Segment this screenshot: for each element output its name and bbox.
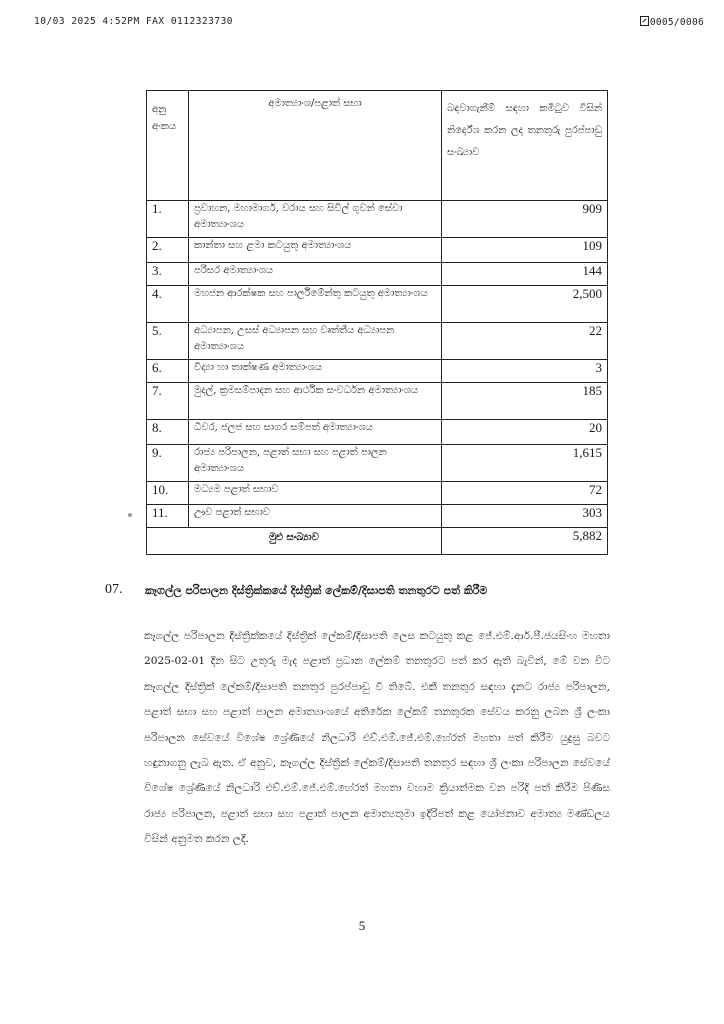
- table-row: [147, 482, 608, 505]
- scan-speck: [128, 513, 132, 517]
- section-body: කෑගල්ල පරිපාලන දිස්ත්‍රික්කයේ දිස්ත්‍රික් ලේකම්/දිසාපති ලෙස කටයුතු කළ ජේ.එම්.ආර්.පී.ජයසිංහ මහතා 2025-02-01 දින සිට උතුරු මැද පළාත් ප්‍රධාන ලේකම් තනතුරට පත් කර ඇති බැවින්, මේ වන විට කෑගල්ල දිස්ත්‍රික් ලේකම්/දිසාපති තනතුර පුරප්පාඩු වී තිබේ. එකී තනතුර සඳහා දැනට රාජ්‍ය පරිපාලන, පළාත් සභා සහ පළාත් පාලන අමාත්‍යාංශයේ අතිරේක ලේකම් තනතුරක සේවය කරනු ලබන ශ්‍රී ලංකා පරිපාලන සේවයේ විශේෂ ශ්‍රේණියේ නිලධාරි එච්.එම්.ජේ.එම්.හේරත් මහතා පත් කිරීම යුදුසු බවට හඳුනාගනු ලැබ ඇත. ඒ අනුව, කෑගල්ල දිස්ත්‍රික් ලේකම්/දිසාපති තනතුර සඳහා ශ්‍රී ලංකා පරිපාලන සේවයේ විශේෂ ශ්‍රේණියේ නිලධාරි එච්.එම්.ජේ.එම්.හේරත් මහතා වහාම ක්‍රියාත්මක වන පරිදි පත් කිරීම පිණිස රාජ්‍ය පරිපාලන, පළාත් සභා සහ පළාත් පාලන අමාත්‍යතුමා ඉදිරිපත් කළ යෝජනාව අමාත්‍ය මණ්ඩලය විසින් අනුමත කරන ලදී.: [144, 630, 610, 846]
- table-row: [147, 286, 608, 323]
- row-ministry: ප්‍රවාහන, මහාමාර්ග, වරාය සහ සිවිල් ගුවන් සේවා අමාත්‍යාංශය: [189, 201, 442, 238]
- row-ministry: පරිසර අමාත්‍යාංශය: [189, 263, 442, 286]
- row-ministry: මධ්‍යම පළාත් සභාව: [189, 482, 442, 505]
- row-count: 2,500: [442, 286, 608, 323]
- row-count: 22: [442, 323, 608, 360]
- row-number: 5.: [147, 323, 189, 360]
- section-number: 07.: [105, 582, 123, 597]
- row-number: 11.: [147, 505, 189, 528]
- table-row: [147, 505, 608, 528]
- row-number: 7.: [147, 383, 189, 420]
- row-ministry: කාන්තා සහ ළමා කටයුතු අමාත්‍යාංශය: [189, 238, 442, 263]
- fax-page-text: 0005/0006: [649, 17, 704, 28]
- row-count: 185: [442, 383, 608, 420]
- fax-transmission-info: 10/03 2025 4:52PM FAX 0112323730: [34, 16, 234, 27]
- row-ministry: අධ්‍යාපන, උසස් අධ්‍යාපන සහ වෘත්තීය අධ්‍යාපන අමාත්‍යාංශය: [189, 323, 442, 360]
- fax-page-counter: [640, 16, 704, 28]
- table-row: [147, 420, 608, 445]
- fax-header: [34, 16, 704, 30]
- table-total-row: [147, 528, 608, 555]
- row-ministry: මුදල්, ක්‍රමසම්පාදන සහ ආර්ථික සංවර්ධන අමාත්‍යාංශය: [189, 383, 442, 420]
- row-number: 8.: [147, 420, 189, 445]
- row-number: 2.: [147, 238, 189, 263]
- total-label: මුළු සංඛ්‍යාව: [147, 528, 442, 555]
- header-vacancy-count: බඳවාගැනීම් සඳහා කමිටුව විසින් නිර්දේශ කරන ලද තනතුරු පුරප්පාඩු සංඛ්‍යාව: [442, 91, 608, 201]
- section-title: කෑගල්ල පරිපාලන දිස්ත්‍රික්කයේ දිස්ත්‍රික් ලේකම්/දිසාපති තනතුරට පත් කිරීම: [145, 584, 488, 597]
- table-row: [147, 201, 608, 238]
- row-ministry: විද්‍යා හා තාක්ෂණ අමාත්‍යාංශය: [189, 360, 442, 383]
- row-count: 20: [442, 420, 608, 445]
- row-ministry: රාජ්‍ය පරිපාලන, පළාත් සභා සහ පළාත් පාලන අමාත්‍යාංශය: [189, 445, 442, 482]
- row-count: 303: [442, 505, 608, 528]
- row-count: 909: [442, 201, 608, 238]
- table-row: [147, 445, 608, 482]
- table-row: [147, 323, 608, 360]
- row-number: 3.: [147, 263, 189, 286]
- vacancy-allocation-table: [146, 90, 608, 555]
- row-number: 6.: [147, 360, 189, 383]
- row-count: 144: [442, 263, 608, 286]
- header-ministry: අමාත්‍යාංශ/පළාත් සභා: [189, 91, 442, 201]
- row-ministry: ඌව පළාත් සභාව: [189, 505, 442, 528]
- table-row: [147, 263, 608, 286]
- row-count: 72: [442, 482, 608, 505]
- row-ministry: මහජන ආරක්ෂක සහ පාර්ලිමේන්තු කටයුතු අමාත්‍යාංශය: [189, 286, 442, 323]
- header-serial-no: අනු අංකය: [147, 91, 189, 201]
- table-header-row: [147, 91, 608, 201]
- row-number: 4.: [147, 286, 189, 323]
- page-number: 5: [358, 918, 366, 933]
- table-row: [147, 360, 608, 383]
- row-count: 1,615: [442, 445, 608, 482]
- row-count: 109: [442, 238, 608, 263]
- row-number: 9.: [147, 445, 189, 482]
- row-number: 10.: [147, 482, 189, 505]
- row-ministry: ධීවර, ජලජ සහ සාගර සම්පත් අමාත්‍යාංශය: [189, 420, 442, 445]
- row-count: 3: [442, 360, 608, 383]
- row-number: 1.: [147, 201, 189, 238]
- table-row: [147, 383, 608, 420]
- total-value: 5,882: [442, 528, 608, 555]
- fax-page-icon: [640, 16, 649, 26]
- table-row: [147, 238, 608, 263]
